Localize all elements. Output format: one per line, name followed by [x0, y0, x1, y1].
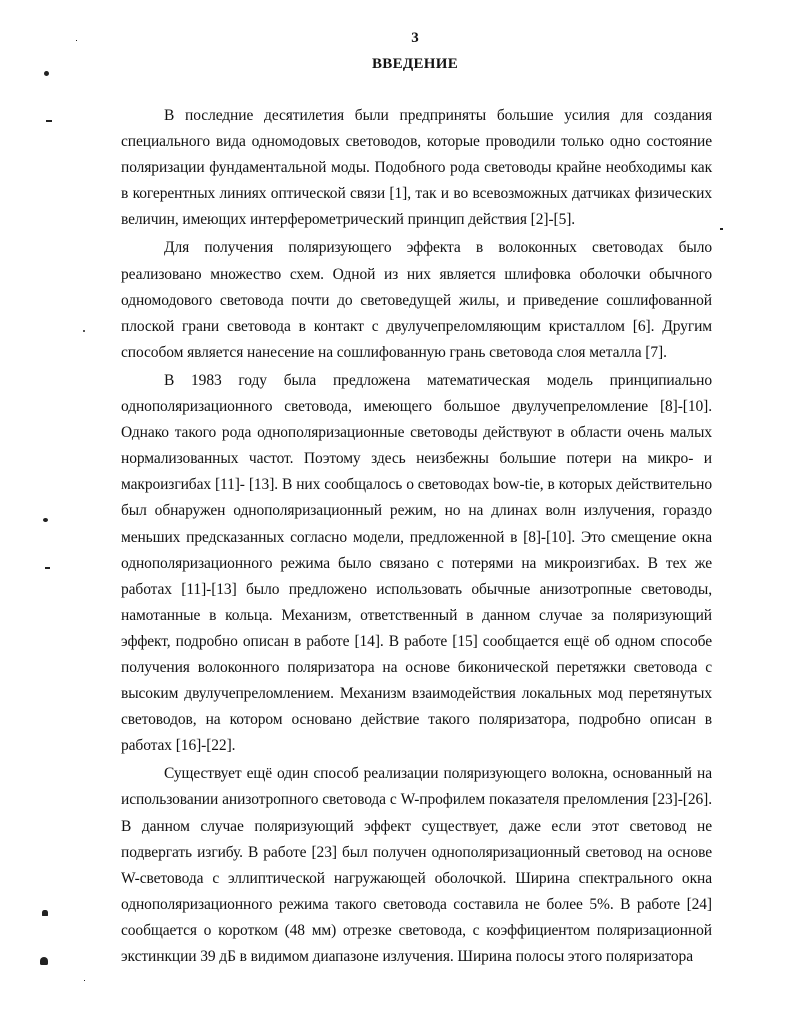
scan-speck — [40, 957, 48, 965]
section-heading: ВВЕДЕНИЕ — [371, 56, 459, 72]
scan-speck — [44, 71, 49, 76]
scan-speck — [84, 980, 85, 981]
scan-speck — [45, 567, 50, 569]
scan-speck — [43, 518, 48, 522]
paragraph-4: Существует ещё один способ реализации поляризующего волокна, основанный на использовании анизотропного световода с W-профилем показателя преломления [23]-[26]. В данном случае поляризующий эффект существует, даже если этот световод не подвергать изгибу. В работе [23] был получен однополяризационный световод на основе W-световода с эллиптической нагружающей оболочкой. Ширина спектрального окна однополяризационного режима такого световода составила не более 5%. В работе [24] сообщается о коротком (48 мм) отрезке световода, с коэффициентом поляризационной экстинкции 39 дБ в видимом диапазоне излучения. Ширина полосы этого поляризатора — [121, 765, 712, 965]
scan-speck — [720, 228, 723, 230]
page-number: 3 — [411, 30, 419, 46]
paragraph-2: Для получения поляризующего эффекта в волоконных световодах было реализовано множество схем. Одной из них является шлифовка оболочки обычного одномодового световода почти до световедущей жилы, и приведение сошлифованной плоской грани световода в контакт с двулучепреломляющим кристаллом [6]. Другим способом является нанесение на сошлифованную грань световода слоя металла [7]. — [121, 239, 712, 361]
paragraph-1: В последние десятилетия были предприняты большие усилия для создания специального вида одномодовых световодов, которые проводили только одно состояние поляризации фундаментальной моды. Подобного рода световоды крайне необходимы как в когерентных линиях оптической связи [1], так и во всевозможных датчиках физических величин, имеющих интерферометрический принцип действия [2]-[5]. — [121, 107, 712, 229]
scan-speck — [46, 120, 52, 122]
scan-speck — [83, 330, 85, 332]
paragraph-3: В 1983 году была предложена математическая модель принципиально однополяризационного световода, имеющего большое двулучепреломление [8]-[10]. Однако такого рода однополяризационные световоды действуют в области очень малых нормализованных частот. Поэтому здесь неизбежны большие потери на микро- и макроизгибах [11]- [13]. В них сообщалось о световодах bow-tie, в которых действительно был обнаружен однополяризационный режим, но на длинах волн излучения, гораздо меньших предсказанных согласно модели, предложенной в [8]-[10]. Это смещение окна однополяризационного режима было связано с потерями на микроизгибах. В тех же работах [11]-[13] было предложено использовать обычные анизотропные световоды, намотанные в кольца. Механизм, ответственный в данном случае за поляризующий эффект, подробно описан в работе [14]. В работе [15] сообщается ещё об одном способе получения волоконного поляризатора на основе биконической перетяжки световода с высоким двулучепреломлением. Механизм взаимодействия локальных мод перетянутых световодов, на котором основано действие такого поляризатора, подробно описан в работах [16]-[22]. — [121, 371, 712, 755]
body-text — [121, 103, 712, 970]
scan-speck — [76, 40, 77, 41]
scan-speck — [42, 910, 48, 916]
